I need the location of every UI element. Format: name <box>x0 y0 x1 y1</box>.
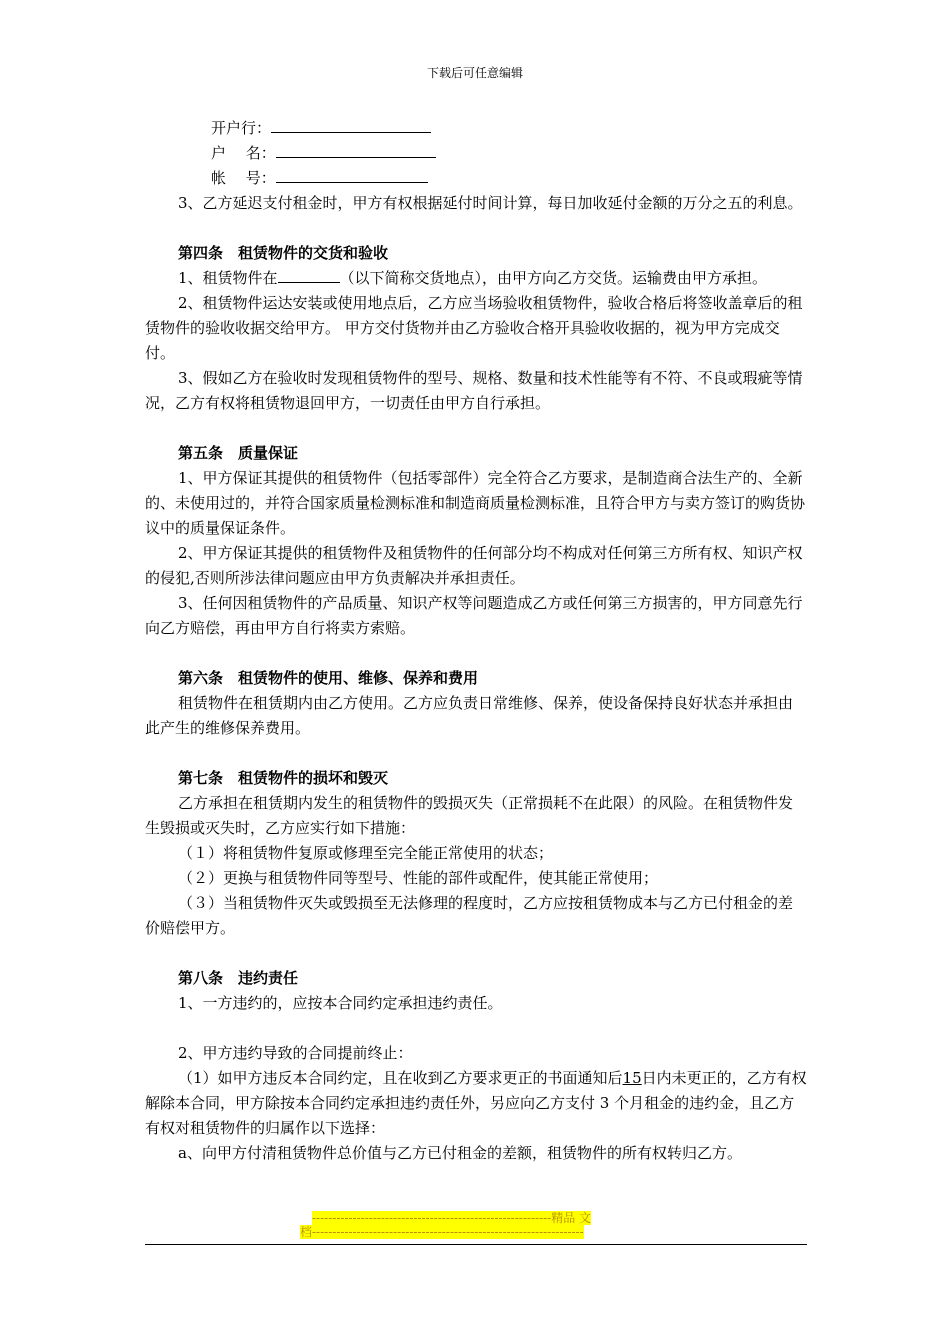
article-title: 第五条 质量保证 <box>178 444 299 462</box>
paragraph: 乙方承担在租赁期内发生的租赁物件的毁损灭失（正常损耗不在此限）的风险。在租赁物件发生毁损或灭失时，乙方应实行如下措施： <box>145 794 794 837</box>
paragraph: 2、甲方保证其提供的租赁物件及租赁物件的任何部分均不构成对任何第三方所有权、知识产权的侵犯,否则所涉法律问题应由甲方负责解决并承担责任。 <box>145 544 803 587</box>
field-label: 开户行： <box>211 119 272 137</box>
account-name-field <box>145 141 807 166</box>
paragraph: a、向甲方付清租赁物件总价值与乙方已付租金的差额，租赁物件的所有权转归乙方。 <box>178 1144 742 1162</box>
text-run: （1）如甲方违反本合同约定，且在收到乙方要求更正的书面通知后 <box>178 1069 623 1087</box>
field-label: 帐 号： <box>211 169 276 187</box>
paragraph: 租赁物件在租赁期内由乙方使用。乙方应负责日常维修、保养，使设备保持良好状态并承担由此产生的维修保养费用。 <box>145 694 794 737</box>
paragraph <box>145 1066 807 1141</box>
account-number-field <box>145 166 807 191</box>
article-title: 第七条 租赁物件的损坏和毁灭 <box>178 769 389 787</box>
bank-field <box>145 116 807 141</box>
list-item: （１）将租赁物件复原或修理至完全能正常使用的状态； <box>178 844 554 862</box>
footer-line: -----------------------------------------------------------精品 文 <box>312 1211 592 1225</box>
article-title: 第八条 违约责任 <box>178 969 299 987</box>
blank-line <box>278 266 340 283</box>
footer-divider <box>145 1244 807 1245</box>
paragraph <box>145 266 807 291</box>
list-item: （３）当租赁物件灭失或毁损至无法修理的程度时，乙方应按租赁物成本与乙方已付租金的差价赔偿甲方。 <box>145 894 794 937</box>
paragraph: 1、一方违约的，应按本合同约定承担违约责任。 <box>178 994 503 1012</box>
blank-line <box>271 116 431 133</box>
text-run: 1、租赁物件在 <box>178 269 278 287</box>
blank-line <box>276 166 428 183</box>
text-run: 日内未更正的，乙方有权解除本合同，甲方除按本合同约定承担违约责任外，另应向乙方支付 3 个月租金的违约金，且乙方有权对租赁物件的归属作以下选择： <box>145 1069 807 1137</box>
paragraph: 3、假如乙方在验收时发现租赁物件的型号、规格、数量和技术性能等有不符、不良或瑕疵等情况，乙方有权将租赁物退回甲方，一切责任由甲方自行承担。 <box>145 369 803 412</box>
paragraph: 2、甲方违约导致的合同提前终止： <box>178 1044 413 1062</box>
watermark-footer <box>300 1211 648 1239</box>
days-value: 15 <box>622 1069 642 1087</box>
blank-line <box>276 141 436 158</box>
footer-line: 档------------------------------------------------------------------- <box>300 1225 584 1239</box>
paragraph: 2、租赁物件运达安装或使用地点后，乙方应当场验收租赁物件，验收合格后将签收盖章后的租赁物件的验收收据交给甲方。 甲方交付货物并由乙方验收合格开具验收收据的，视为甲方完成交付。 <box>145 294 803 362</box>
paragraph: 3、任何因租赁物件的产品质量、知识产权等问题造成乙方或任何第三方损害的，甲方同意先行向乙方赔偿，再由甲方自行将卖方索赔。 <box>145 594 803 637</box>
text-run: （以下简称交货地点），由甲方向乙方交货。运输费由甲方承担。 <box>339 269 768 287</box>
article-title: 第六条 租赁物件的使用、维修、保养和费用 <box>178 669 479 687</box>
article-title: 第四条 租赁物件的交货和验收 <box>178 244 389 262</box>
list-item: （２）更换与租赁物件同等型号、性能的部件或配件，使其能正常使用； <box>178 869 659 887</box>
field-label: 户 名： <box>211 144 276 162</box>
contract-body <box>145 116 807 1166</box>
page-header: 下载后可任意编辑 <box>426 66 523 80</box>
paragraph: 3、乙方延迟支付租金时，甲方有权根据延付时间计算，每日加收延付金额的万分之五的利息。 <box>178 194 803 212</box>
paragraph: 1、甲方保证其提供的租赁物件（包括零部件）完全符合乙方要求，是制造商合法生产的、全新的、未使用过的，并符合国家质量检测标准和制造商质量检测标准，且符合甲方与卖方签订的购货协议中的质量保证条件。 <box>145 469 806 537</box>
